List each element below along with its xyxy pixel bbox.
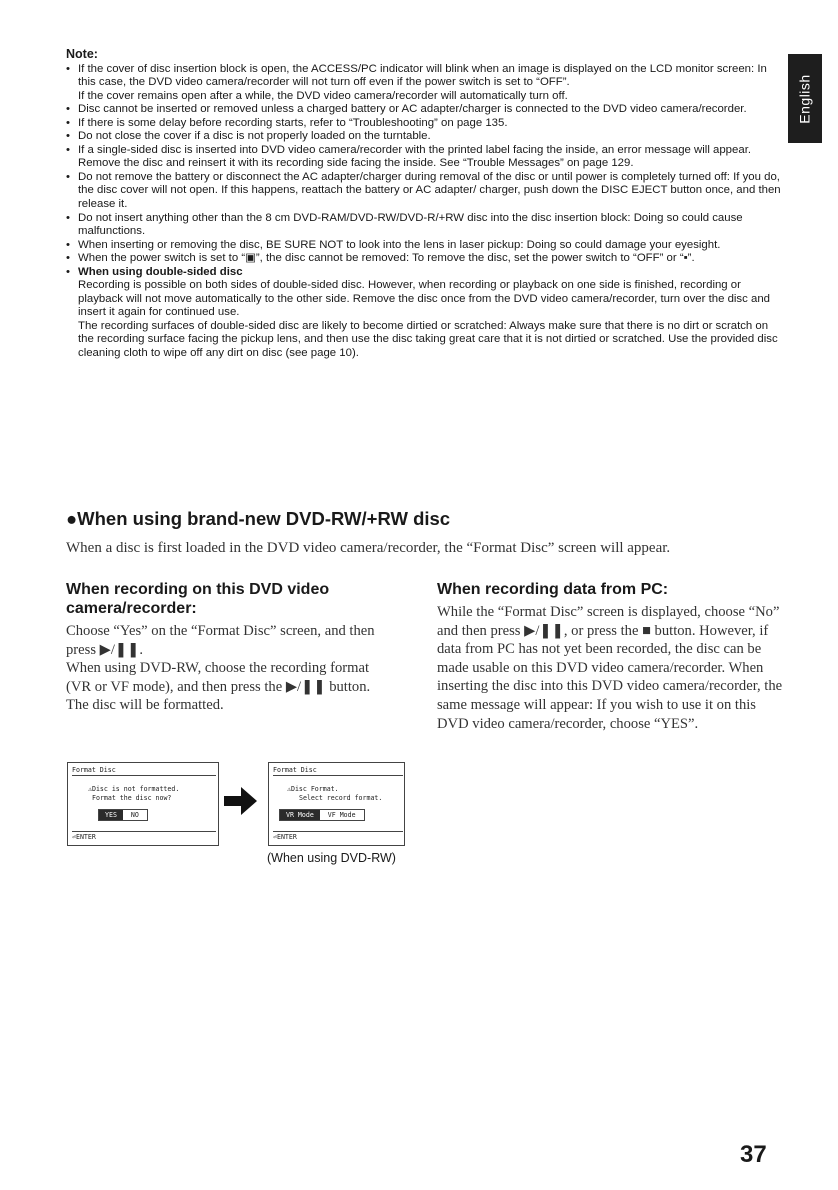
right-heading: When recording data from PC: [437, 581, 669, 598]
arrow-right-icon [224, 786, 258, 816]
note-item [66, 103, 786, 117]
language-tab-label: English [797, 73, 814, 124]
screen1-msg2: Format the disc now? [92, 794, 172, 802]
note-item [66, 117, 786, 131]
screen2-enter: ⏎ENTER [273, 831, 403, 841]
screen1-enter: ⏎ENTER [72, 831, 216, 841]
note-block [66, 48, 786, 361]
format-screen-2 [268, 762, 405, 846]
note-item [66, 212, 786, 239]
page-number: 37 [740, 1141, 767, 1168]
screen1-title: Format Disc [72, 766, 216, 776]
left-column [66, 580, 396, 715]
screen1-option-no[interactable]: NO [130, 811, 139, 819]
screen1-option-yes[interactable]: YES [99, 810, 123, 820]
format-screen-1 [67, 762, 219, 846]
note-item-text: • Do not remove the battery or disconnect the AC adapter/charger during removal of the disc or until power is completely turned off: If you do, the disc cover will not open. If this happens, reattach the battery or AC adapter/ charger, push down the DISC EJECT button once, and then release it. [78, 170, 781, 211]
section-intro: When a disc is first loaded in the DVD video camera/recorder, the “Format Disc” screen will appear. [66, 540, 671, 556]
note-item-text: • Do not insert anything other than the 8 cm DVD-RAM/DVD-RW/DVD-R/+RW disc into the disc insertion block: Doing so could cause malfunctions. [78, 211, 743, 238]
screen2-option-vr[interactable]: VR Mode [280, 810, 320, 820]
screen2-title: Format Disc [273, 766, 403, 776]
section-heading: ●When using brand-new DVD-RW/+RW disc [66, 508, 451, 529]
note-item [66, 239, 786, 253]
note-item [66, 63, 786, 104]
screen2-option-vf[interactable]: VF Mode [327, 811, 356, 819]
note-item [66, 144, 786, 171]
screen2-msg1: ⚠Disc Format. [287, 785, 339, 793]
note-heading: Note: [66, 47, 98, 61]
screen1-options [98, 809, 148, 821]
left-para-2: When using DVD-RW, choose the recording format (VR or VF mode), and then press the ▶/❚❚ button. [66, 660, 371, 695]
note-item-text: • If the cover of disc insertion block is open, the ACCESS/PC indicator will blink when an image is displayed on the LCD monitor screen: In this case, the DVD video camera/recorder will not turn off even if the power switch is set to “OFF”. [78, 62, 767, 89]
right-column [437, 580, 787, 733]
left-para-1: Choose “Yes” on the “Format Disc” screen, and then press ▶/❚❚. [66, 623, 375, 658]
note-item-text: • If a single-sided disc is inserted into DVD video camera/recorder with the printed label facing the inside, an error message will appear. Remove the disc and reinsert it with its recording side facing the inside. See “Trouble Messages” on page 129. [78, 143, 752, 170]
left-heading: When recording on this DVD video camera/recorder: [66, 581, 330, 617]
note-item-text: • When the power switch is set to “▣”, the disc cannot be removed: To remove the disc, set the power switch to “OFF” or “▪”. [78, 252, 695, 265]
screen2-options [279, 809, 365, 821]
note-item [66, 130, 786, 144]
note-list [66, 63, 786, 266]
screen2-msg2: Select record format. [299, 794, 383, 802]
note-item-text: • When inserting or removing the disc, BE SURE NOT to look into the lens in laser pickup: Doing so could damage your eyesight. [78, 238, 721, 251]
note-item [66, 252, 786, 266]
left-para-3: The disc will be formatted. [66, 697, 224, 714]
note-item-text: • Do not close the cover if a disc is not properly loaded on the turntable. [78, 130, 431, 143]
double-sided-para1: Recording is possible on both sides of double-sided disc. However, when recording or playback on one side is finished, recording or playback will not move automatically to the other side. Remove the disc once from the DVD video camera/recorder, turn over the disc and insert it again for continued use. [78, 279, 770, 319]
note-item [66, 171, 786, 212]
screen1-msg1: ⚠Disc is not formatted. [88, 785, 180, 793]
note-item-text: If the cover remains open after a while, the DVD video camera/recorder will automatically turn off. [78, 89, 568, 102]
double-sided-para2: The recording surfaces of double-sided disc are likely to become dirtied or scratched: Always make sure that there is no dirt or scratch on the recording surface facing the pickup lens, and then use the disc taking great care that it is not dirtied or scratched. Use the provided disc cleaning cloth to wipe off any dirt on disc (see page 10). [78, 319, 778, 360]
language-tab [788, 54, 822, 143]
double-sided-heading: When using double-sided disc [78, 265, 243, 278]
figure-caption: (When using DVD-RW) [267, 851, 396, 865]
note-item-text: • Disc cannot be inserted or removed unless a charged battery or AC adapter/charger is connected to the DVD video camera/recorder. [78, 103, 747, 116]
double-sided-item [66, 266, 786, 361]
right-para: While the “Format Disc” screen is displayed, choose “No” and then press ▶/❚❚, or press the ■ button. However, if data from PC has not yet been recorded, the disc can be made usable on this DVD video camera/recorder. When inserting the disc into this DVD video camera/recorder, the same message will appear: If you wish to use it on this DVD video camera/recorder, choose “YES”. [437, 604, 783, 732]
note-item-text: • If there is some delay before recording starts, refer to “Troubleshooting” on page 135. [78, 116, 508, 129]
